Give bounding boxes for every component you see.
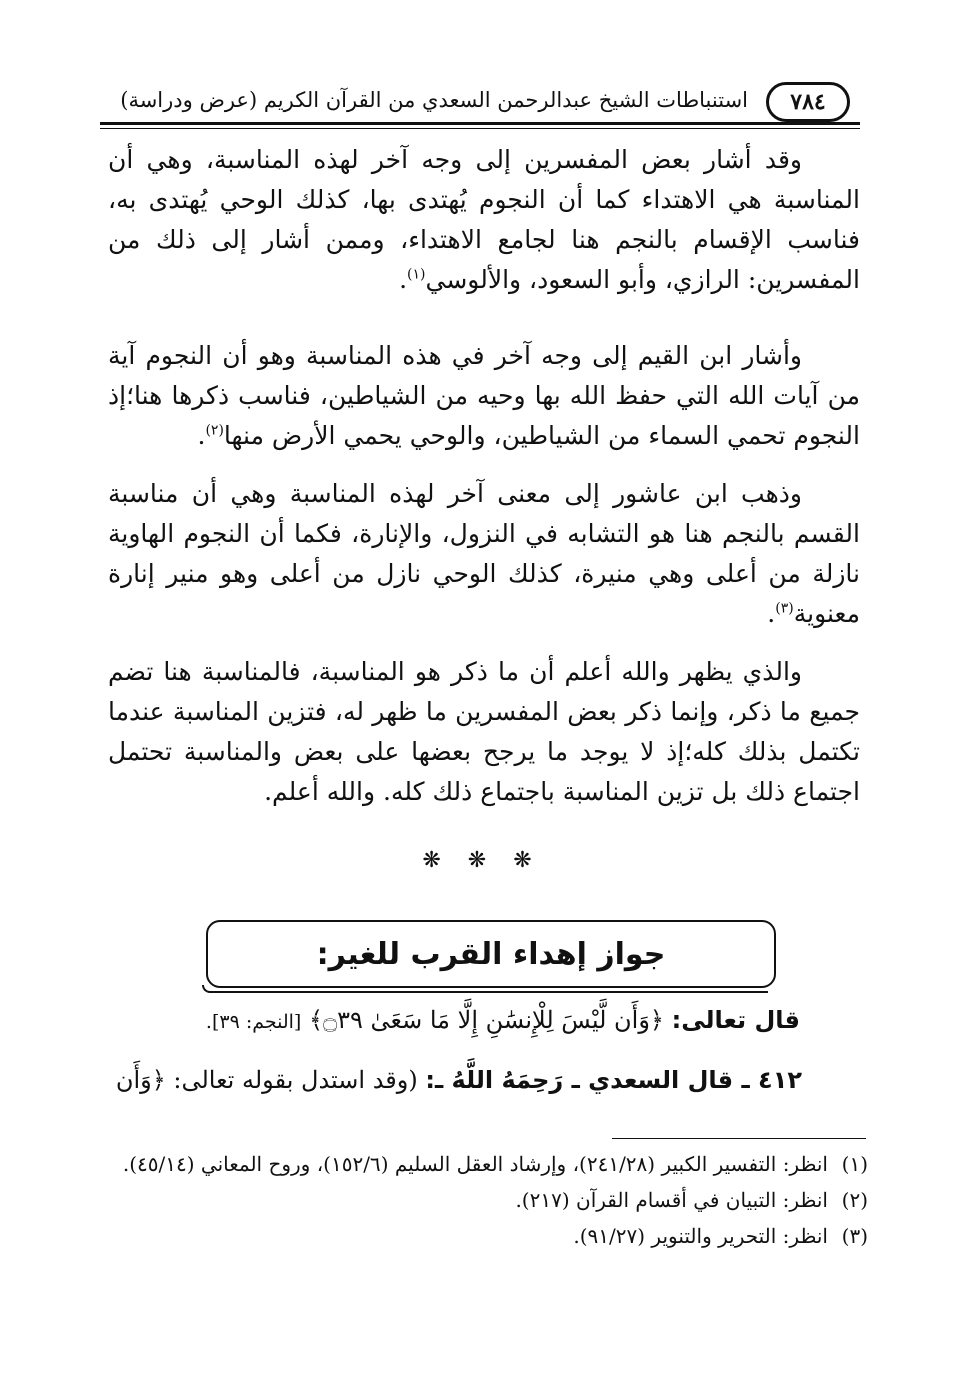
verse-line: [150, 1006, 800, 1034]
paragraph-text: والذي يظهر والله أعلم أن ما ذكر هو المناسبة، فالمناسبة هنا تضم جميع ما ذكر، وإنما ذكر بعض المفسرين ما ظهر له، فتزين المناسبة عندما تكتمل بذلك كله؛إذ لا يوجد ما يرجح بعضها على بعض والمناسبة تحتمل اجتماع ذلك بل تزين المناسبة باجتماع ذلك كله. والله أعلم.: [108, 657, 860, 806]
footnote-number: (٢): [841, 1188, 868, 1212]
footnote-3: [108, 1220, 868, 1252]
footnote-text: انظر: التحرير والتنوير (٩١/٢٧).: [573, 1224, 828, 1248]
verse-text: ﴿وَأَن لَّيْسَ لِلْإِنسَٰنِ إِلَّا مَا سَعَىٰ ۝٣٩﴾: [309, 1006, 664, 1034]
footnote-marker: (٣): [775, 600, 794, 617]
footnote-text: انظر: التبيان في أقسام القرآن (٢١٧).: [515, 1188, 828, 1212]
footnotes: [108, 1148, 868, 1256]
paragraph-text: وقد أشار بعض المفسرين إلى وجه آخر لهذه المناسبة، وهي أن المناسبة هي الاهتداء كما أن النجوم يُهتدى بها، كذلك الوحي يُهتدى به، فناسب الإقسام بالنجم هنا لجامع الاهتداء، وممن أشار إلى ذلك من المفسرين: الرازي، وأبو السعود، والألوسي: [108, 145, 861, 294]
quote-text: (وقد استدل بقوله تعالى: ﴿وَأَن: [115, 1066, 418, 1094]
page-header: [100, 78, 860, 126]
paragraph-1: وقد أشار بعض المفسرين إلى وجه آخر لهذه المناسبة، وهي أن المناسبة هي الاهتداء كما أن النجوم يُهتدى بها، كذلك الوحي يُهتدى به، فناسب الإقسام بالنجم هنا لجامع الاهتداء، وممن أشار إلى ذلك من المفسرين: الرازي، وأبو السعود، والألوسي$^{(١)}$.: [108, 145, 861, 294]
quote-lead: ٤١٢ ـ قال السعدي ـ رَحِمَهُ اللَّهُ ـ:: [425, 1066, 802, 1094]
section-heading-box: [206, 920, 776, 988]
footnote-2: [108, 1184, 868, 1216]
paragraph-4: [108, 652, 860, 812]
header-rule-thin: [100, 128, 860, 129]
footnote-text: انظر: التفسير الكبير (٢٤١/٢٨)، وإرشاد العقل السليم (١٥٢/٦)، وروح المعاني (٤٥/١٤).: [122, 1152, 828, 1176]
footnote-divider: [612, 1138, 866, 1139]
footnote-1: [108, 1148, 868, 1180]
section-ornament: ❋ ❋ ❋: [422, 848, 542, 873]
paragraph-3: وذهب ابن عاشور إلى معنى آخر لهذه المناسبة وهي أن مناسبة القسم بالنجم هنا هو التشابه في النزول، والإنارة، فكما أن النجوم الهاوية نازلة من أعلى وهي منيرة، كذلك الوحي نازل من أعلى وهو منير إنارة معنوية$^{(٣)}$.: [108, 479, 860, 628]
paragraph-2: وأشار ابن القيم إلى وجه آخر في هذه المناسبة وهو أن النجوم آية من آيات الله التي حفظ الله بها وحيه من الشياطين، فناسب ذكرها هنا؛إذ النجوم تحمي السماء من الشياطين، والوحي يحمي الأرض منها$^{(٢)}$.: [108, 341, 860, 450]
paragraph-text: وأشار ابن القيم إلى وجه آخر في هذه المناسبة وهو أن النجوم آية من آيات الله التي حفظ الله بها وحيه من الشياطين، فناسب ذكرها هنا؛إذ النجوم تحمي السماء من الشياطين، والوحي يحمي الأرض منها: [108, 341, 860, 450]
footnote-marker: (١): [407, 266, 426, 283]
page-number: ٧٨٤: [766, 82, 850, 122]
paragraph-text: وذهب ابن عاشور إلى معنى آخر لهذه المناسبة وهي أن مناسبة القسم بالنجم هنا هو التشابه في النزول، والإنارة، فكما أن النجوم الهاوية نازلة من أعلى وهي منيرة، كذلك الوحي نازل من أعلى وهو منير إنارة معنوية: [108, 479, 860, 628]
verse-lead: قال تعالى:: [671, 1006, 800, 1034]
footnote-number: (٣): [841, 1224, 868, 1248]
footnote-marker: (٢): [205, 422, 224, 439]
footnote-number: (١): [841, 1152, 868, 1176]
header-rule-thick: [100, 122, 860, 125]
running-title: استنباطات الشيخ عبدالرحمن السعدي من القرآن الكريم (عرض ودراسة): [120, 88, 748, 112]
section-title: جواز إهداء القرب للغير:: [316, 936, 666, 972]
verse-reference: [النجم: ٣٩].: [205, 1011, 302, 1033]
quote-412: [108, 1066, 802, 1094]
